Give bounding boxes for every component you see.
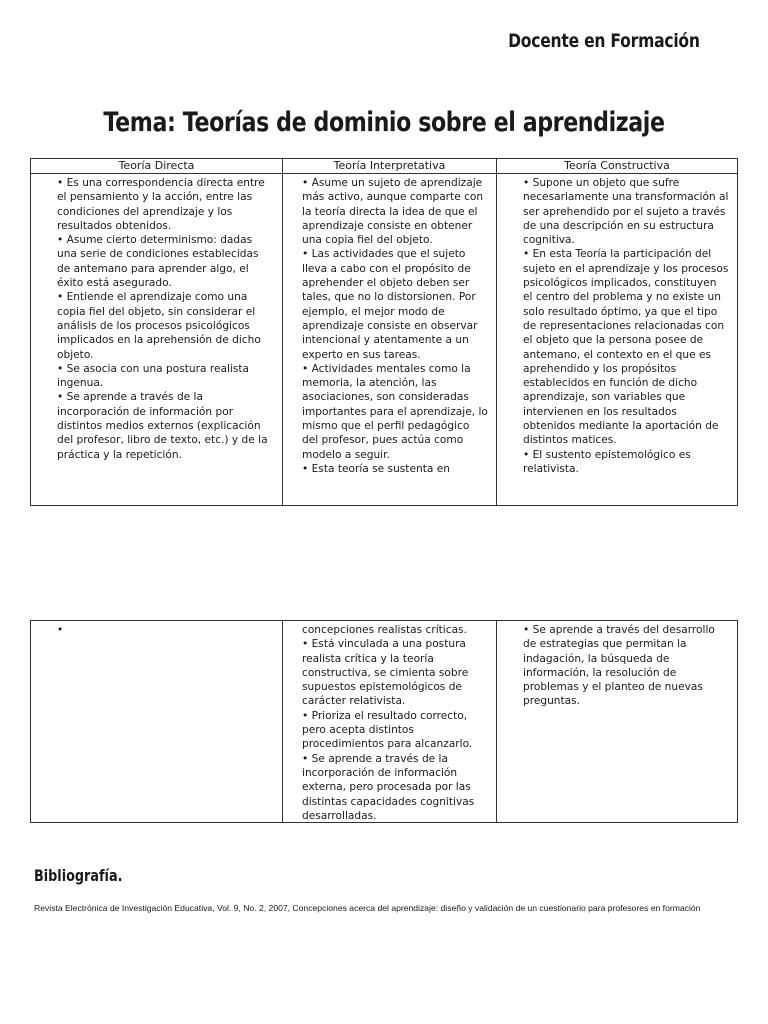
list-item: • Asume un sujeto de aprendizaje más activo, aunque comparte con la teoría directa la idea de que el aprendizaje consiste en obtener una copia fiel del objeto. xyxy=(302,177,484,247)
table-row xyxy=(31,621,738,823)
list-item: • Se aprende a través del desarrollo de estrategias que permitan la indagación, la búsqueda de información, la resolución de problemas y el planteo de nuevas preguntas. xyxy=(523,624,715,708)
theories-table-part-1 xyxy=(30,158,738,506)
cell-interpretativa xyxy=(283,174,497,506)
list-item: • Esta teoría se sustenta en xyxy=(302,462,450,475)
list-item: • Se aprende a través de la incorporación de información externa, pero procesada por las distintas capacidades cognitivas desarrolladas. xyxy=(302,752,475,822)
list-item: • Asume cierto determinismo: dadas una serie de condiciones establecidas de antemano para aprender algo, el éxito está asegurado. xyxy=(57,234,259,290)
column-header-interpretativa: Teoría Interpretativa xyxy=(283,159,497,174)
list-item: • Entiende el aprendizaje como una copia fiel del objeto, sin considerar el análisis de los procesos psicológicos implicados en la aprehensión de dicho objeto. xyxy=(57,291,261,361)
table-header-row xyxy=(31,159,738,174)
table-row xyxy=(31,174,738,506)
page-title: Tema: Teorías de dominio sobre el aprendizaje xyxy=(103,107,665,138)
list-item: • El sustento epistemológico es relativista. xyxy=(523,448,691,475)
list-item: • Actividades mentales como la memoria, la atención, las asociaciones, son consideradas importantes para el aprendizaje, lo mismo que el perfil pedagógico del profesor, pues actúa como modelo a seguir. xyxy=(302,362,488,461)
list-item: • Se aprende a través de la incorporación de información por distintos medios externos (explicación del profesor, libro de texto, etc.) y de la práctica y la repetición. xyxy=(57,391,268,461)
list-item: • Se asocia con una postura realista ingenua. xyxy=(57,362,250,390)
bibliography-reference: Revista Electrónica de Investigación Educativa, Vol. 9, No. 2, 2007, Concepciones acerca del aprendizaje: diseño y validación de un cuestionario para profesores en formación xyxy=(34,903,701,913)
column-header-directa: Teoría Directa xyxy=(31,159,283,174)
cell-directa xyxy=(31,174,283,506)
list-item: concepciones realistas críticas. xyxy=(302,624,467,636)
column-header-constructiva: Teoría Constructiva xyxy=(497,159,738,174)
list-item: • Es una correspondencia directa entre el pensamiento y la acción, entre las condiciones del aprendizaje y los resultados obtenidos. xyxy=(57,177,265,232)
theories-table-part-2 xyxy=(30,620,738,823)
list-item: • xyxy=(57,624,64,636)
list-item: • Las actividades que el sujeto lleva a cabo con el propósito de aprehender el objeto deben ser tales, que no lo distorsionen. Por ejemplo, el mejor modo de aprendizaje consiste en observar intencional y atentamente a un experto en sus tareas. xyxy=(302,248,478,361)
bibliography-heading: Bibliografía. xyxy=(34,866,123,885)
list-item: • Está vinculada a una postura realista crítica y la teoría constructiva, se cimienta sobre supuestos epistemológicos de carácter relativista. xyxy=(302,638,469,708)
list-item: • En esta Teoría la participación del sujeto en el aprendizaje y los procesos psicológicos implicados, constituyen el centro del problema y no existe un solo resultado óptimo, ya que el tipo de representaciones relacionadas con el objeto que la persona posee de antemano, el contexto en el que es aprehendido y los propósitos establecidos en función de dicho aprendizaje, son variables que intervienen en los resultados obtenidos mediante la aportación de distintos matices. xyxy=(523,248,729,447)
cell-directa xyxy=(31,621,283,823)
author-label: Docente en Formación xyxy=(508,30,700,52)
cell-constructiva xyxy=(497,174,738,506)
list-item: • Prioriza el resultado correcto, pero acepta distintos procedimientos para alcanzarlo. xyxy=(302,709,473,751)
list-item: • Supone un objeto que sufre necesariamente una transformación al ser aprehendido por el sujeto a través de una descripción en su estructura cognitiva. xyxy=(523,177,729,247)
cell-constructiva xyxy=(497,621,738,823)
cell-interpretativa xyxy=(283,621,497,823)
